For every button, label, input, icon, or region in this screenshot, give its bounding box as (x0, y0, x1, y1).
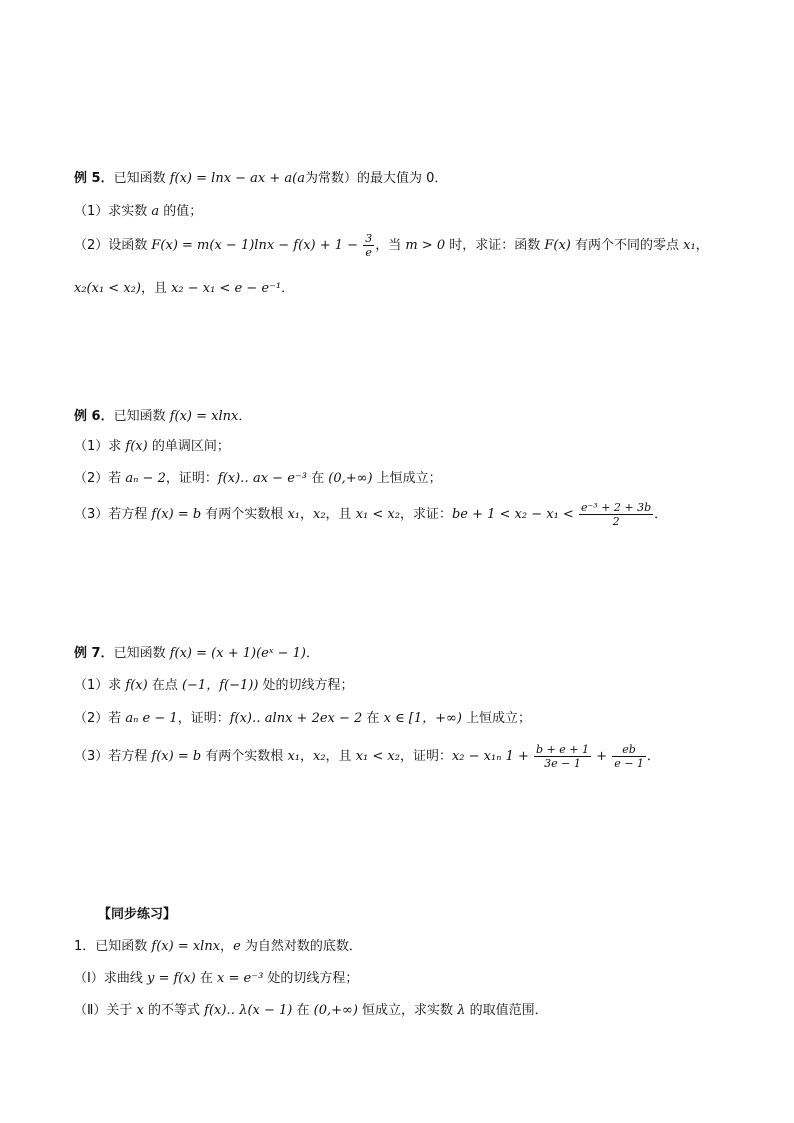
ex6-part3-order: x₁ < x₂ (355, 507, 400, 522)
ex5-zero-order: x₂(x₁ < x₂) (74, 281, 141, 296)
practice-i-tail: 处的切线方程； (263, 971, 359, 986)
practice-i-point: x = e⁻³ (217, 971, 264, 986)
ex6-fraction-num: e⁻³ + 2 + 3b (580, 501, 652, 514)
practice-ii-mid3: 恒成立，求实数 (357, 1003, 458, 1018)
ex7-part3-eq: f(x) = b (151, 749, 202, 764)
practice-ii-mid2: 在 (292, 1003, 314, 1018)
ex7-part2 (74, 710, 531, 728)
practice-i-text: （Ⅰ）求曲线 (74, 971, 147, 986)
ex7-part2-mid2: 在 (362, 711, 384, 726)
ex7-fraction-1-den: 3e − 1 (534, 756, 591, 770)
ex7-part3-order: x₁ < x₂ (355, 749, 400, 764)
ex6-heading-end: ． (238, 409, 252, 424)
ex7-part1-tail: 处的切线方程； (258, 678, 354, 693)
practice-ii-math: f(x)‥ λ(x − 1) (204, 1003, 293, 1018)
practice-part-ii (74, 1002, 548, 1020)
ex7-fraction-2-num: eb (622, 743, 636, 756)
practice-q1 (74, 938, 362, 956)
ex7-fraction-1-num: b + e + 1 (536, 743, 590, 756)
ex6-heading-text: 已知函数 (113, 409, 170, 424)
ex6-part2 (74, 470, 442, 488)
ex5-heading-text: 已知函数 (113, 171, 170, 186)
ex7-part2-cond: aₙ e − 1 (125, 711, 178, 726)
ex5-heading (74, 170, 447, 188)
ex5-function: f(x) = lnx − ax + a( (169, 171, 298, 186)
ex5-cont-end: ． (281, 281, 295, 296)
ex5-label: 例 5． (74, 171, 114, 186)
ex5-fraction (363, 232, 374, 259)
ex6-part3-mid3: ，求证： (399, 507, 452, 522)
ex7-part1-point: (−1，f(−1)) (181, 678, 259, 693)
ex7-fraction-2-den: e − 1 (614, 757, 644, 770)
practice-title (98, 906, 176, 924)
ex6-part2-math: f(x)‥ ax − e⁻³ (217, 471, 307, 486)
practice-part-i (74, 970, 358, 988)
ex6-part1 (74, 438, 230, 456)
ex7-part3-x2: x₂ (313, 749, 326, 764)
ex7-part3-ineq: x₂ − x₁ₙ 1 + (451, 749, 534, 764)
ex5-part2-x1: x₁ (683, 238, 696, 253)
ex5-part1-var: a (151, 204, 160, 219)
practice-q1-mid: ， (220, 939, 234, 954)
ex7-part3-x1: x₁ (287, 749, 300, 764)
ex6-heading (74, 408, 251, 426)
ex6-part1-math: f(x) (125, 439, 148, 454)
ex6-part3-end: ． (654, 507, 668, 522)
ex7-part3 (74, 742, 660, 772)
ex5-part2-text: （2）设函数 (74, 238, 152, 253)
practice-i-mid: 在 (195, 971, 218, 986)
ex5-part2-cont (74, 280, 294, 298)
ex7-part2-interval: x ∈ [1，+∞) (383, 711, 462, 726)
ex6-part3-mid: 有两个实数根 (201, 507, 288, 522)
ex7-part1-mid: 在点 (147, 678, 182, 693)
ex7-heading-text: 已知函数 (113, 646, 170, 661)
practice-ii-tail: 的取值范围． (465, 1003, 548, 1018)
practice-q1-tail: 为自然对数的底数． (240, 939, 362, 954)
practice-ii-mid: 的不等式 (143, 1003, 205, 1018)
practice-q1-e: e (233, 939, 241, 954)
ex6-fraction-den: 2 (579, 514, 653, 528)
ex5-part1 (74, 203, 202, 221)
ex5-part2-F: F(x) (544, 238, 571, 253)
ex5-part2-tail2: 有两个不同的零点 (570, 238, 684, 253)
ex5-part2 (74, 232, 709, 259)
ex6-part3-mid2: ，且 (325, 507, 356, 522)
ex5-heading-tail: 为常数）的最大值为 0． (305, 171, 448, 186)
ex6-part2-cond: aₙ − 2 (125, 471, 166, 486)
ex7-part1 (74, 677, 354, 695)
ex7-part3-text: （3）若方程 (74, 749, 152, 764)
ex6-part3-ineq: be + 1 < x₂ − x₁ < (451, 507, 578, 522)
ex7-part1-text: （1）求 (74, 678, 126, 693)
practice-q1-text: 1．已知函数 (74, 939, 152, 954)
ex6-part2-mid: ，证明： (165, 471, 218, 486)
ex6-label: 例 6． (74, 409, 114, 424)
ex5-part2-tail: 时，求证：函数 (445, 238, 545, 253)
ex7-part3-mid: 有两个实数根 (201, 749, 288, 764)
practice-q1-function: f(x) = xlnx (151, 939, 221, 954)
ex7-part3-comma: ， (299, 749, 313, 764)
ex7-fraction-1 (534, 743, 591, 770)
ex5-cont-mid: ，且 (140, 281, 172, 296)
practice-ii-lambda: λ (457, 1003, 466, 1018)
ex7-part3-end: ． (646, 749, 660, 764)
ex6-part1-tail: 的单调区间； (147, 439, 230, 454)
ex5-fraction-num: 3 (365, 232, 373, 245)
practice-i-math: y = f(x) (146, 971, 196, 986)
ex5-param: a (297, 171, 306, 186)
ex6-part2-text: （2）若 (74, 471, 126, 486)
ex7-part2-text: （2）若 (74, 711, 126, 726)
ex5-part2-mid: ，当 (375, 238, 406, 253)
ex6-part3-eq: f(x) = b (151, 507, 202, 522)
practice-ii-interval: (0,+∞) (313, 1003, 358, 1018)
ex6-fraction (579, 501, 653, 528)
practice-ii-text: （Ⅱ）关于 (74, 1003, 137, 1018)
ex6-part3-x1: x₁ (287, 507, 300, 522)
ex6-part2-tail: 上恒成立； (372, 471, 442, 486)
ex5-fraction-den: e (363, 245, 374, 259)
ex5-part2-comma: ， (695, 238, 709, 253)
ex6-function: f(x) = xlnx (169, 409, 239, 424)
ex5-inequality: x₂ − x₁ < e − e⁻¹ (171, 281, 282, 296)
ex7-part3-mid3: ，证明： (399, 749, 452, 764)
ex7-part2-math: f(x)‥ alnx + 2ex − 2 (229, 711, 363, 726)
practice-ii-x: x (136, 1003, 144, 1018)
ex7-part2-tail: 上恒成立； (461, 711, 532, 726)
practice-title-text: 【同步练习】 (98, 907, 177, 922)
ex7-part3-mid2: ，且 (325, 749, 356, 764)
ex5-part2-cond: m > 0 (405, 238, 446, 253)
ex6-part2-mid2: 在 (306, 471, 329, 486)
ex5-part2-function: F(x) = m(x − 1)lnx − f(x) + 1 − (151, 238, 363, 253)
ex6-part3-comma: ， (299, 507, 313, 522)
ex6-part3-text: （3）若方程 (74, 507, 152, 522)
ex7-part1-math: f(x) (125, 678, 148, 693)
ex5-part1-text: （1）求实数 (74, 204, 152, 219)
ex7-part3-plus: + (592, 749, 612, 764)
ex6-part2-interval: (0,+∞) (328, 471, 373, 486)
ex7-fraction-2 (612, 743, 646, 770)
ex6-part3 (74, 500, 667, 530)
ex7-heading (74, 645, 319, 663)
ex7-part2-mid: ，证明： (177, 711, 230, 726)
ex7-label: 例 7． (74, 646, 114, 661)
ex7-heading-end: ． (305, 646, 319, 661)
ex5-part1-tail: 的值； (159, 204, 203, 219)
ex6-part3-x2: x₂ (313, 507, 326, 522)
ex7-function: f(x) = (x + 1)(eˣ − 1) (169, 646, 306, 661)
ex6-part1-text: （1）求 (74, 439, 126, 454)
